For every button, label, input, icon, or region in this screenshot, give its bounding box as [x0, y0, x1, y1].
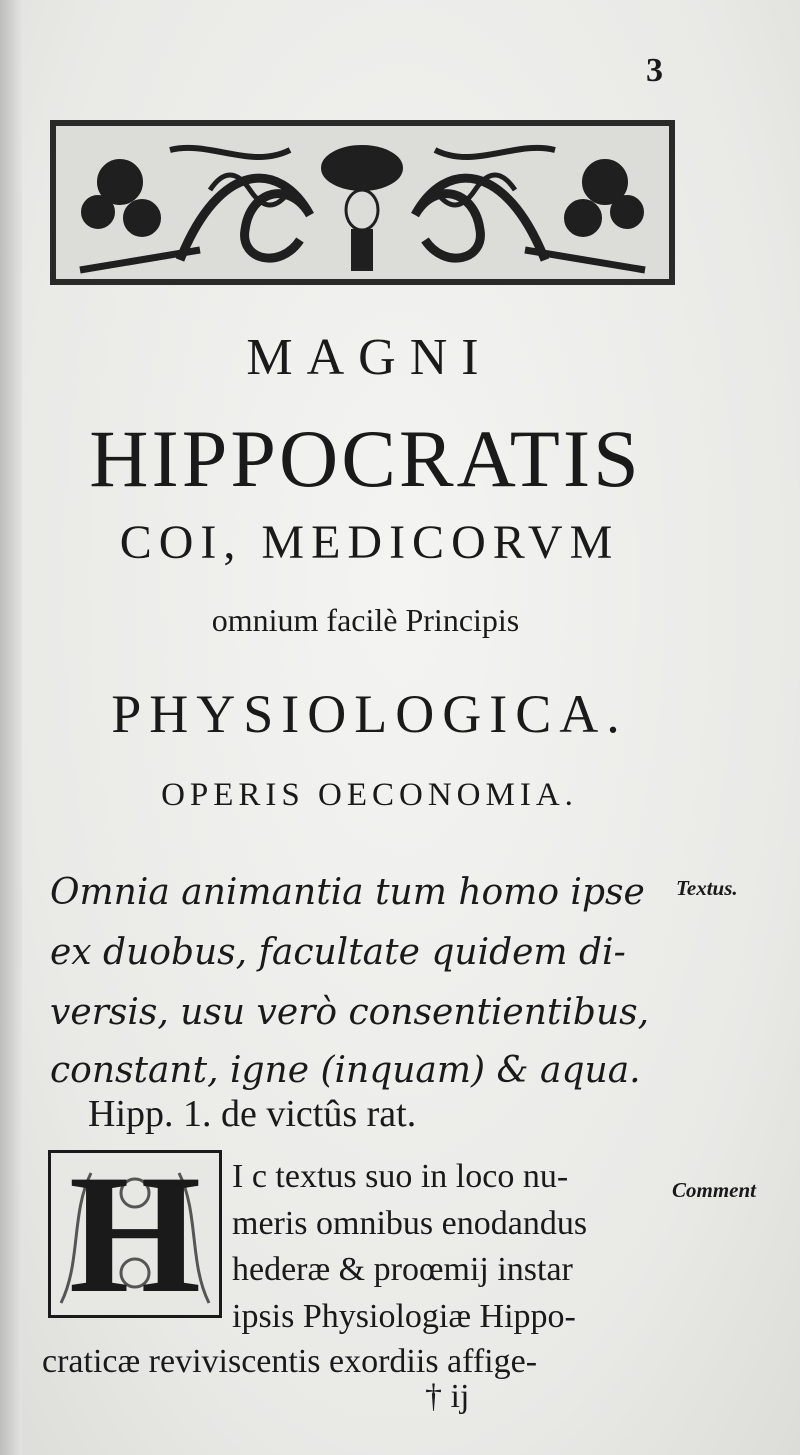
title-hippocratis: HIPPOCRATIS	[89, 413, 642, 504]
title-physiologica: PHYSIOLOGICA.	[111, 684, 628, 744]
decorated-initial	[48, 1140, 222, 1328]
textus-line: constant, igne (inquam) & aqua.	[50, 1050, 641, 1091]
commentary-line: hederæ & proœmij instar	[232, 1251, 573, 1288]
commentary-line: I c textus suo in loco nu-	[232, 1158, 569, 1195]
margin-note-textus: Textus.	[676, 876, 738, 900]
title-magni: MAGNI	[246, 329, 493, 386]
commentary-line: craticæ reviviscentis exordiis affige-	[42, 1343, 538, 1380]
page-number: 3	[646, 52, 663, 89]
ornamental-headpiece	[50, 120, 675, 285]
textus-line: Omnia animantia tum homo ipse	[50, 872, 645, 913]
textus-line: versis, usu verò consentientibus,	[50, 992, 650, 1033]
title-omnium: omnium facilè Principis	[211, 602, 520, 638]
margin-note-comment: Comment	[672, 1178, 757, 1202]
title-operis-oeconomia: OPERIS OECONOMIA.	[161, 777, 578, 813]
commentary-line: ipsis Physiologiæ Hippo-	[232, 1298, 576, 1335]
signature-mark: † ij	[425, 1378, 470, 1415]
initial-letter: H	[68, 1140, 202, 1328]
commentary-line: meris omnibus enodandus	[232, 1205, 588, 1242]
textus-reference: Hipp. 1. de victûs rat.	[88, 1093, 417, 1135]
textus-line: ex duobus, facultate quidem di-	[50, 932, 626, 973]
title-coi-medicorum: COI, MEDICORVM	[119, 516, 620, 569]
